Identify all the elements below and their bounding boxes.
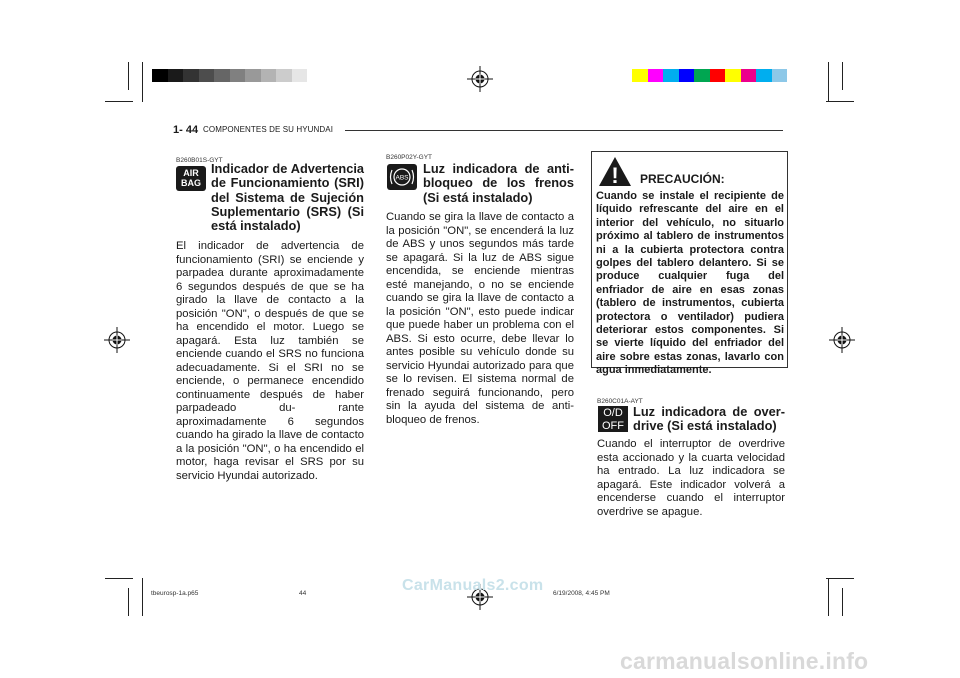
color-swatch (214, 69, 230, 82)
color-swatch (276, 69, 292, 82)
caution-title: PRECAUCIÓN: (640, 172, 725, 186)
watermark-carmanuals2: CarManuals2.com (402, 577, 544, 594)
overdrive-heading: Luz indicadora de over- drive (Si está instalado) (633, 404, 785, 434)
caution-body: Cuando se instale el recipiente de líquido refrescante del aire en el interior del vehículo, no situarlo próximo al tablero de instrumentos ni a la cubierta protectora contra golpes del tablero delantero. Si se produce cualquier fuga del enfriador de aire en esas zonas (tablero de instrumentos, cubierta protectora o ventilador) pudiera deteriorar estos componentes. Si se vierte líquido del enfriador del aire sobre estas zonas, lavarlo con agua inmediatamente. (596, 190, 784, 377)
color-swatch (741, 69, 757, 82)
color-swatch (168, 69, 184, 82)
chapter-title: COMPONENTES DE SU HYUNDAI (203, 125, 334, 134)
color-swatch (756, 69, 772, 82)
svg-text:ABS: ABS (395, 174, 409, 182)
warning-triangle-icon (598, 156, 632, 188)
abs-body: Cuando se gira la llave de contacto a la posición "ON", se encenderá la luz de ABS y unos segundos más tarde se apagará. Si la luz de ABS sigue encendida, se enciende mientras esté manejando, o no se enciende cuando se gira la llave de contacto a la posición "ON", esto puede indicar que puede haber un problema con el ABS. Si esto ocurre, debe llevar lo antes posible su vehículo donde su servicio Hyundai autorizado para que se lo revisen. El sistema normal de frenado seguirá funcionando, pero sin la ayuda del sistema de anti-bloqueo de frenos. (386, 211, 574, 426)
srs-section-code: B260B01S-GYT (176, 157, 223, 164)
footer-date: 6/19/2008, 4:45 PM (553, 590, 610, 597)
srs-body: El indicador de advertencia de funcionamiento (SRI) se enciende y parpadea durante aproximadamente 6 segundos después de que se ha girado la llave de contacto a la posición "ON", o después de que se ha encendido el motor. Luego se apagará. Esta luz también se enciende cuando el SRS no funciona adecuadamente. Si el SRI no se enciende, o permanece encendido continuamente después de haber parpadeado du- rante aproximadamente 6 segundos cuando ha girado la llave de contacto a la posición "ON", o ha encendido el motor, haga revisar el SRS por su servicio Hyundai autorizado. (176, 240, 364, 482)
abs-section-code: B260P02Y-GYT (386, 154, 433, 161)
color-swatch (694, 69, 710, 82)
color-swatch (152, 69, 168, 82)
color-swatch (663, 69, 679, 82)
color-swatch (245, 69, 261, 82)
color-swatch (772, 69, 788, 82)
registration-target-icon (829, 327, 855, 353)
crop-mark (826, 578, 854, 579)
color-swatch (725, 69, 741, 82)
color-swatch (261, 69, 277, 82)
grayscale-color-bar (152, 69, 307, 82)
color-swatch (648, 69, 664, 82)
crop-mark (826, 101, 854, 102)
abs-warning-icon (387, 164, 417, 190)
crop-mark (828, 578, 829, 616)
crop-mark (828, 62, 829, 102)
watermark-carmanualsonline: carmanualsonline.info (620, 648, 869, 674)
color-swatch (632, 69, 648, 82)
process-color-bar (632, 69, 787, 82)
svg-text:!: ! (611, 163, 619, 188)
color-swatch (679, 69, 695, 82)
overdrive-off-icon: O/D OFF (598, 406, 628, 432)
overdrive-body: Cuando el interruptor de overdrive esta accionado y la cuarta velocidad ha entrado. La luz indicadora se apagará. Este indicador volverá a encenderse cuando el interruptor overdrive se apague. (597, 438, 785, 518)
color-swatch (292, 69, 308, 82)
color-swatch (183, 69, 199, 82)
footer-page: 44 (299, 590, 307, 597)
page-number: 1- 44 (173, 124, 199, 136)
crop-mark (842, 588, 843, 616)
registration-target-icon (104, 327, 130, 353)
color-swatch (710, 69, 726, 82)
color-swatch (199, 69, 215, 82)
color-swatch (230, 69, 246, 82)
srs-heading: Indicador de Advertencia de Funcionamiento (SRI) del Sistema de Sujeción Suplementario (SRS) (Si está instalado) (211, 161, 364, 234)
crop-mark (128, 62, 129, 90)
overdrive-section-code: B260C01A-AYT (597, 398, 643, 405)
header-rule (345, 130, 783, 131)
footer-filename: tbeurosp-1a.p65 (151, 590, 199, 597)
crop-mark (142, 578, 143, 616)
airbag-icon: AIR BAG (176, 166, 206, 191)
crop-mark (128, 588, 129, 616)
crop-mark (105, 578, 133, 579)
crop-mark (842, 62, 843, 90)
crop-mark (105, 101, 133, 102)
abs-heading: Luz indicadora de anti- bloqueo de los frenos (Si está instalado) (423, 161, 574, 205)
registration-target-icon (467, 66, 493, 92)
crop-mark (142, 62, 143, 102)
